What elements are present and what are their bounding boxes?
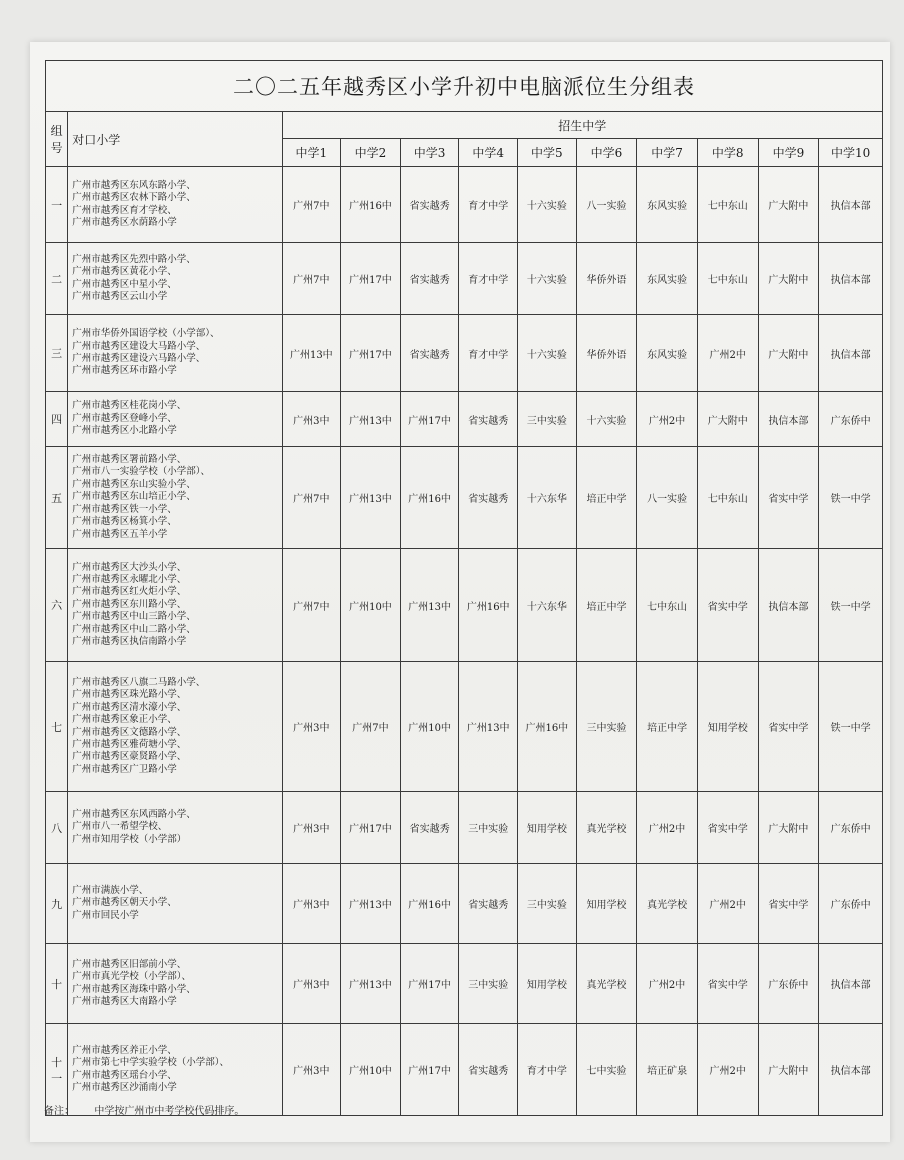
primary-school-name: 广州市越秀区小北路小学: [72, 425, 177, 437]
middle-school-cell: 广州2中: [697, 1024, 758, 1116]
middle-school-header-1: 中学1: [282, 139, 341, 167]
primary-school-name: 广州市越秀区珠光路小学、: [72, 689, 187, 701]
primary-school-name: 广州市越秀区八旗二马路小学、: [72, 676, 206, 688]
middle-school-cell: 十六实验: [518, 315, 577, 392]
middle-school-cell: 育才中学: [518, 1024, 577, 1116]
middle-school-cell: 东风实验: [637, 315, 698, 392]
middle-school-cell: 知用学校: [518, 944, 577, 1024]
table-row: [46, 447, 883, 549]
middle-school-cell: 广州7中: [282, 167, 341, 243]
allocation-table: [45, 60, 883, 1116]
middle-school-cell: 广大附中: [758, 315, 819, 392]
middle-school-cell: 省实中学: [758, 447, 819, 549]
middle-school-cell: 七中东山: [697, 243, 758, 315]
middle-school-cell: 省实越秀: [459, 864, 518, 944]
middle-school-cell: 八一实验: [637, 447, 698, 549]
middle-school-cell: 广州2中: [697, 864, 758, 944]
middle-school-cell: 广州7中: [282, 243, 341, 315]
group-no-header: 组号: [46, 112, 68, 167]
primary-school-name: 广州市八一希望学校、: [72, 821, 168, 833]
primary-school-name: 广州市越秀区红火炬小学、: [72, 586, 187, 598]
primary-school-name: 广州市越秀区署前路小学、: [72, 454, 187, 466]
primary-school-list: [68, 792, 282, 864]
middle-school-cell: 三中实验: [459, 792, 518, 864]
middle-school-cell: 七中实验: [576, 1024, 637, 1116]
primary-school-name: 广州市越秀区朝天小学、: [72, 897, 177, 909]
middle-school-header-2: 中学2: [341, 139, 401, 167]
middle-school-cell: 广州3中: [282, 392, 341, 447]
primary-school-name: 广州市越秀区先烈中路小学、: [72, 253, 196, 265]
middle-school-cell: 广州17中: [341, 315, 401, 392]
group-number: 十一: [46, 1024, 68, 1116]
admission-header: 招生中学: [282, 112, 882, 139]
middle-school-header-8: 中学8: [697, 139, 758, 167]
middle-school-cell: 广州13中: [400, 549, 459, 662]
middle-school-cell: 东风实验: [637, 167, 698, 243]
primary-school-list: [68, 167, 282, 243]
middle-school-cell: 铁一中学: [819, 549, 883, 662]
middle-school-cell: 广州2中: [637, 392, 698, 447]
primary-school-name: 广州市越秀区黄花小学、: [72, 266, 177, 278]
primary-school-name: 广州市越秀区大南路小学: [72, 995, 177, 1007]
middle-school-cell: 三中实验: [459, 944, 518, 1024]
primary-school-name: 广州市越秀区育才学校、: [72, 204, 177, 216]
middle-school-header-6: 中学6: [576, 139, 637, 167]
primary-school-list: [68, 864, 282, 944]
middle-school-cell: 广东侨中: [758, 944, 819, 1024]
middle-school-cell: 培正中学: [576, 549, 637, 662]
primary-school-name: 广州市第七中学实验学校（小学部）、: [72, 1057, 229, 1069]
primary-school-name: 广州市越秀区永曜北小学、: [72, 573, 187, 585]
primary-school-name: 广州市越秀区中星小学、: [72, 278, 177, 290]
middle-school-cell: 广州3中: [282, 792, 341, 864]
middle-school-cell: 育才中学: [459, 315, 518, 392]
middle-school-cell: 广东侨中: [819, 792, 883, 864]
middle-school-cell: 广州17中: [400, 944, 459, 1024]
table-row: [46, 549, 883, 662]
primary-school-name: 广州市越秀区建设大马路小学、: [72, 340, 206, 352]
middle-school-cell: 广大附中: [758, 167, 819, 243]
middle-school-cell: 省实越秀: [400, 167, 459, 243]
group-number: 二: [46, 243, 68, 315]
middle-school-cell: 广州13中: [341, 392, 401, 447]
middle-school-cell: 广大附中: [697, 392, 758, 447]
middle-school-cell: 广州13中: [341, 864, 401, 944]
middle-school-cell: 省实越秀: [400, 315, 459, 392]
table-row: [46, 392, 883, 447]
table-row: [46, 864, 883, 944]
table-row: [46, 792, 883, 864]
primary-school-name: 广州市越秀区农林下路小学、: [72, 192, 196, 204]
middle-school-cell: 省实中学: [758, 662, 819, 792]
primary-school-name: 广州市越秀区文德路小学、: [72, 726, 187, 738]
primary-school-name: 广州市越秀区环市路小学: [72, 365, 177, 377]
middle-school-cell: 十六东华: [518, 549, 577, 662]
primary-school-name: 广州市越秀区广卫路小学: [72, 763, 177, 775]
middle-school-cell: 知用学校: [518, 792, 577, 864]
middle-school-cell: 广州13中: [282, 315, 341, 392]
middle-school-cell: 省实越秀: [459, 1024, 518, 1116]
middle-school-cell: 七中东山: [637, 549, 698, 662]
primary-school-name: 广州市越秀区东山实验小学、: [72, 478, 196, 490]
group-number: 七: [46, 662, 68, 792]
primary-school-name: 广州市越秀区东川路小学、: [72, 598, 187, 610]
middle-school-cell: 铁一中学: [819, 662, 883, 792]
primary-school-name: 广州市越秀区沙涌南小学: [72, 1081, 177, 1093]
group-number: 十: [46, 944, 68, 1024]
middle-school-header-10: 中学10: [819, 139, 883, 167]
primary-school-name: 广州市越秀区大沙头小学、: [72, 561, 187, 573]
primary-school-name: 广州市越秀区登峰小学、: [72, 412, 177, 424]
middle-school-cell: 广州3中: [282, 864, 341, 944]
middle-school-cell: 执信本部: [819, 1024, 883, 1116]
middle-school-cell: 执信本部: [758, 549, 819, 662]
middle-school-cell: 广州3中: [282, 662, 341, 792]
primary-school-name: 广州市越秀区东山培正小学、: [72, 491, 196, 503]
middle-school-cell: 真光学校: [576, 944, 637, 1024]
middle-school-cell: 东风实验: [637, 243, 698, 315]
middle-school-cell: 广州10中: [341, 1024, 401, 1116]
middle-school-cell: 广州17中: [341, 243, 401, 315]
primary-school-name: 广州市越秀区瑶台小学、: [72, 1069, 177, 1081]
middle-school-cell: 铁一中学: [819, 447, 883, 549]
middle-school-cell: 广州17中: [341, 792, 401, 864]
primary-school-name: 广州市越秀区杨箕小学、: [72, 516, 177, 528]
primary-school-name: 广州市越秀区建设六马路小学、: [72, 353, 206, 364]
middle-school-cell: 广州2中: [637, 944, 698, 1024]
primary-school-list: [68, 662, 282, 792]
middle-school-cell: 八一实验: [576, 167, 637, 243]
primary-school-name: 广州市华侨外国语学校（小学部）、: [72, 328, 220, 340]
middle-school-cell: 真光学校: [637, 864, 698, 944]
table-row: [46, 944, 883, 1024]
middle-school-cell: 广州2中: [697, 315, 758, 392]
primary-school-name: 广州市越秀区桂花岗小学、: [72, 400, 187, 412]
primary-school-name: 广州市越秀区旧部前小学、: [72, 958, 187, 970]
group-number: 六: [46, 549, 68, 662]
primary-school-list: [68, 447, 282, 549]
group-number: 四: [46, 392, 68, 447]
group-number: 五: [46, 447, 68, 549]
primary-school-list: [68, 315, 282, 392]
primary-schools-header: 对口小学: [68, 112, 282, 167]
middle-school-cell: 育才中学: [459, 167, 518, 243]
primary-school-list: [68, 243, 282, 315]
primary-school-name: 广州市越秀区五羊小学: [72, 528, 168, 540]
primary-school-name: 广州市越秀区水荫路小学: [72, 216, 177, 228]
middle-school-cell: 十六实验: [518, 243, 577, 315]
middle-school-cell: 省实越秀: [459, 447, 518, 549]
group-number: 一: [46, 167, 68, 243]
primary-school-name: 广州市知用学校（小学部）: [72, 833, 187, 845]
middle-school-cell: 十六实验: [518, 167, 577, 243]
middle-school-cell: 广州16中: [341, 167, 401, 243]
middle-school-cell: 广东侨中: [819, 864, 883, 944]
middle-school-cell: 华侨外语: [576, 243, 637, 315]
middle-school-cell: 广州16中: [459, 549, 518, 662]
primary-school-name: 广州市越秀区中山二路小学、: [72, 623, 196, 635]
middle-school-cell: 广州10中: [400, 662, 459, 792]
primary-school-name: 广州市越秀区东风西路小学、: [72, 808, 196, 820]
primary-school-list: [68, 392, 282, 447]
middle-school-cell: 广州3中: [282, 1024, 341, 1116]
middle-school-cell: 七中东山: [697, 167, 758, 243]
group-number: 九: [46, 864, 68, 944]
middle-school-cell: 广州16中: [400, 864, 459, 944]
middle-school-cell: 三中实验: [576, 662, 637, 792]
middle-school-cell: 省实越秀: [459, 392, 518, 447]
middle-school-cell: 育才中学: [459, 243, 518, 315]
primary-school-name: 广州市越秀区豪贤路小学、: [72, 751, 187, 763]
primary-school-name: 广州市越秀区象正小学、: [72, 714, 177, 726]
middle-school-cell: 广州7中: [341, 662, 401, 792]
middle-school-cell: 培正矿泉: [637, 1024, 698, 1116]
middle-school-cell: 广州17中: [400, 392, 459, 447]
middle-school-header-5: 中学5: [518, 139, 577, 167]
middle-school-header-3: 中学3: [400, 139, 459, 167]
middle-school-cell: 广州10中: [341, 549, 401, 662]
footnote-text: 中学按广州市中考学校代码排序。: [94, 1106, 245, 1117]
footnote: [44, 1102, 244, 1117]
primary-school-name: 广州市八一实验学校（小学部）、: [72, 466, 210, 478]
primary-school-name: 广州市越秀区中山三路小学、: [72, 611, 196, 623]
middle-school-header-9: 中学9: [758, 139, 819, 167]
middle-school-header-7: 中学7: [637, 139, 698, 167]
middle-school-cell: 真光学校: [576, 792, 637, 864]
middle-school-cell: 三中实验: [518, 864, 577, 944]
primary-school-list: [68, 944, 282, 1024]
middle-school-cell: 省实中学: [697, 944, 758, 1024]
middle-school-cell: 执信本部: [819, 944, 883, 1024]
primary-school-name: 广州市越秀区清水濠小学、: [72, 701, 187, 713]
footnote-label: 备注：: [44, 1106, 74, 1117]
middle-school-cell: 省实中学: [758, 864, 819, 944]
middle-school-cell: 广州13中: [459, 662, 518, 792]
middle-school-cell: 执信本部: [819, 315, 883, 392]
middle-school-cell: 广州13中: [341, 944, 401, 1024]
middle-school-cell: 广州16中: [400, 447, 459, 549]
table-title: 二〇二五年越秀区小学升初中电脑派位生分组表: [46, 61, 883, 112]
primary-school-name: 广州市满族小学、: [72, 884, 149, 896]
middle-school-cell: 广州2中: [637, 792, 698, 864]
middle-school-cell: 七中东山: [697, 447, 758, 549]
middle-school-cell: 三中实验: [518, 392, 577, 447]
primary-school-name: 广州市越秀区铁一小学、: [72, 503, 177, 515]
middle-school-cell: 省实越秀: [400, 243, 459, 315]
middle-school-cell: 培正中学: [637, 662, 698, 792]
middle-school-cell: 广州17中: [400, 1024, 459, 1116]
middle-school-cell: 执信本部: [819, 243, 883, 315]
middle-school-cell: 广州3中: [282, 944, 341, 1024]
middle-school-cell: 广州7中: [282, 447, 341, 549]
middle-school-cell: 十六东华: [518, 447, 577, 549]
middle-school-header-4: 中学4: [459, 139, 518, 167]
middle-school-cell: 培正中学: [576, 447, 637, 549]
primary-school-list: [68, 549, 282, 662]
primary-school-name: 广州市越秀区养正小学、: [72, 1044, 177, 1056]
primary-school-name: 广州市越秀区雅荷塘小学、: [72, 738, 187, 750]
middle-school-cell: 广州7中: [282, 549, 341, 662]
middle-school-cell: 省实越秀: [400, 792, 459, 864]
middle-school-cell: 执信本部: [819, 167, 883, 243]
primary-school-name: 广州市回民小学: [72, 909, 139, 921]
middle-school-cell: 广大附中: [758, 243, 819, 315]
middle-school-cell: 广大附中: [758, 1024, 819, 1116]
middle-school-cell: 省实中学: [697, 792, 758, 864]
middle-school-cell: 知用学校: [697, 662, 758, 792]
primary-school-name: 广州市越秀区海珠中路小学、: [72, 983, 196, 995]
middle-school-cell: 省实中学: [697, 549, 758, 662]
primary-school-name: 广州市越秀区东风东路小学、: [72, 179, 196, 191]
group-number: 三: [46, 315, 68, 392]
middle-school-cell: 华侨外语: [576, 315, 637, 392]
middle-school-cell: 广州16中: [518, 662, 577, 792]
middle-school-cell: 广大附中: [758, 792, 819, 864]
middle-school-cell: 广州13中: [341, 447, 401, 549]
group-rows: [46, 167, 883, 1116]
table-row: [46, 243, 883, 315]
middle-school-cell: 广东侨中: [819, 392, 883, 447]
middle-school-cell: 十六实验: [576, 392, 637, 447]
table-row: [46, 662, 883, 792]
primary-school-name: 广州市真光学校（小学部）、: [72, 971, 191, 983]
middle-school-cell: 执信本部: [758, 392, 819, 447]
middle-school-cell: 知用学校: [576, 864, 637, 944]
primary-school-name: 广州市越秀区执信南路小学: [72, 636, 187, 648]
group-number: 八: [46, 792, 68, 864]
primary-school-name: 广州市越秀区云山小学: [72, 290, 168, 302]
table-row: [46, 315, 883, 392]
table-row: [46, 167, 883, 243]
